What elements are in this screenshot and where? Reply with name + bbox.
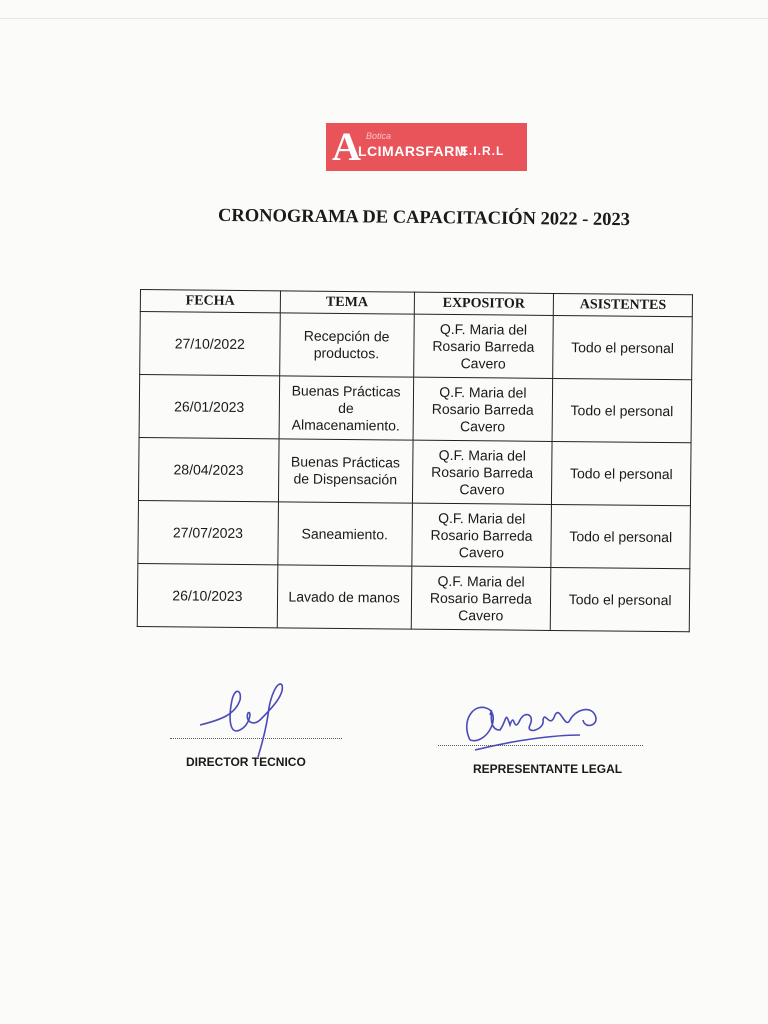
cell-tema: Buenas Prácticas de Dispensación — [278, 439, 412, 503]
cell-tema: Lavado de manos — [277, 565, 411, 629]
header-fecha: FECHA — [140, 290, 280, 313]
cell-fecha: 26/01/2023 — [139, 375, 279, 439]
legal-representative-signature-line — [438, 745, 643, 746]
cell-fecha: 27/07/2023 — [138, 500, 278, 564]
header-tema: TEMA — [280, 291, 414, 314]
cell-tema: Recepción de productos. — [279, 313, 413, 377]
cell-expositor: Q.F. Maria del Rosario Barreda Cavero — [411, 566, 551, 630]
company-logo — [326, 123, 527, 171]
cell-expositor: Q.F. Maria del Rosario Barreda Cavero — [411, 503, 551, 567]
page-title: CRONOGRAMA DE CAPACITACIÓN 2022 - 2023 — [217, 205, 631, 231]
logo-letter: A — [332, 124, 361, 169]
cell-expositor: Q.F. Maria del Rosario Barreda Cavero — [412, 440, 552, 504]
cell-fecha: 27/10/2022 — [140, 312, 280, 376]
cell-expositor: Q.F. Maria del Rosario Barreda Cavero — [413, 314, 553, 378]
legal-representative-signature — [455, 690, 615, 760]
table-row — [138, 437, 691, 505]
logo-name: LCIMARSFARM — [358, 143, 467, 159]
schedule-table — [137, 289, 693, 632]
cell-expositor: Q.F. Maria del Rosario Barreda Cavero — [413, 377, 553, 441]
cell-asistentes: Todo el personal — [550, 567, 689, 631]
legal-representative-label: REPRESENTANTE LEGAL — [473, 762, 623, 776]
cell-asistentes: Todo el personal — [552, 441, 691, 505]
cell-asistentes: Todo el personal — [552, 378, 691, 442]
table-row — [137, 563, 690, 631]
table-row — [140, 312, 693, 380]
header-expositor: EXPOSITOR — [414, 292, 554, 315]
director-label: DIRECTOR TECNICO — [186, 755, 306, 769]
cell-tema: Buenas Prácticas de Almacenamiento. — [279, 376, 413, 440]
logo-small-text: Botica — [366, 131, 392, 141]
cell-tema: Saneamiento. — [277, 502, 411, 566]
table-row — [139, 375, 692, 443]
director-signature — [190, 675, 300, 760]
header-asistentes: ASISTENTES — [553, 293, 692, 316]
cell-fecha: 26/10/2023 — [137, 563, 277, 627]
cell-asistentes: Todo el personal — [551, 504, 690, 568]
scan-edge — [0, 18, 768, 19]
director-signature-line — [170, 738, 342, 739]
table-row — [138, 500, 691, 568]
cell-fecha: 28/04/2023 — [138, 437, 278, 501]
logo-suffix: E.I.R.L — [460, 144, 505, 158]
cell-asistentes: Todo el personal — [553, 315, 692, 379]
